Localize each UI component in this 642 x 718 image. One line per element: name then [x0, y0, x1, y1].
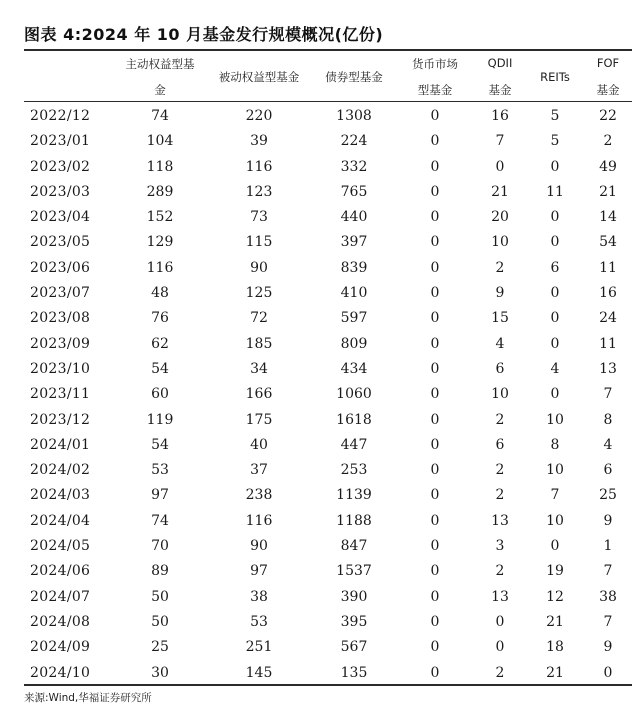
- row-value-cell: 97: [151, 487, 169, 504]
- row-value-cell: 116: [146, 259, 174, 276]
- row-value-cell: 1308: [336, 108, 372, 124]
- row-value-cell: 12: [546, 588, 564, 605]
- row-value-cell: 0: [430, 360, 440, 377]
- row-value-cell: 0: [550, 386, 560, 403]
- row-value-cell: 395: [340, 613, 368, 630]
- table-row: [24, 104, 632, 129]
- row-value-cell: 0: [495, 158, 505, 175]
- row-value-cell: 0: [430, 588, 440, 605]
- row-value-cell: 809: [340, 335, 368, 352]
- row-value-cell: 145: [245, 664, 273, 681]
- row-date-cell: 2024/03: [30, 487, 91, 504]
- row-value-cell: 24: [599, 310, 617, 327]
- table-row: [24, 230, 632, 255]
- row-value-cell: 253: [340, 462, 368, 479]
- row-value-cell: 0: [430, 310, 440, 327]
- row-value-cell: 116: [245, 512, 273, 529]
- row-value-cell: 21: [599, 183, 617, 200]
- row-value-cell: 90: [250, 538, 268, 555]
- row-value-cell: 0: [430, 183, 440, 200]
- header-label-line1: 被动权益型基金: [218, 70, 300, 84]
- row-value-cell: 4: [603, 436, 613, 453]
- row-value-cell: 123: [245, 183, 273, 200]
- row-value-cell: 0: [430, 209, 440, 226]
- header-label-line2: 金: [154, 83, 166, 97]
- header-label-line2: 基金: [488, 83, 512, 97]
- row-date-cell: 2023/12: [30, 411, 91, 428]
- row-value-cell: 74: [151, 108, 169, 124]
- row-value-cell: 116: [245, 158, 273, 175]
- row-value-cell: 119: [146, 411, 174, 428]
- row-value-cell: 0: [550, 158, 560, 175]
- header-passive-equity-column: [209, 51, 309, 101]
- bottom-rule: [24, 684, 632, 686]
- row-value-cell: 2: [495, 563, 505, 580]
- row-value-cell: 5: [550, 108, 560, 124]
- row-value-cell: 9: [495, 285, 505, 302]
- header-fof-column: [584, 51, 632, 101]
- row-value-cell: 25: [151, 639, 169, 656]
- table-row: [24, 635, 632, 660]
- table-row: [24, 509, 632, 534]
- row-value-cell: 0: [430, 259, 440, 276]
- row-value-cell: 18: [546, 639, 564, 656]
- row-value-cell: 434: [340, 360, 368, 377]
- row-value-cell: 6: [495, 436, 505, 453]
- table-row: [24, 559, 632, 584]
- row-value-cell: 3: [495, 538, 505, 555]
- row-value-cell: 16: [491, 108, 509, 124]
- row-date-cell: 2023/01: [30, 133, 91, 150]
- header-bond-column: [306, 51, 402, 101]
- header-label-line1: 主动权益型基: [125, 57, 195, 71]
- row-value-cell: 0: [430, 386, 440, 403]
- row-value-cell: 9: [603, 639, 613, 656]
- table-header: [24, 51, 632, 101]
- row-value-cell: 0: [430, 436, 440, 453]
- row-value-cell: 220: [245, 108, 273, 124]
- table-row: [24, 180, 632, 205]
- row-value-cell: 2: [495, 664, 505, 681]
- row-value-cell: 7: [603, 613, 613, 630]
- row-value-cell: 1618: [336, 411, 372, 428]
- row-value-cell: 0: [495, 639, 505, 656]
- row-value-cell: 224: [340, 133, 368, 150]
- row-value-cell: 20: [491, 209, 509, 226]
- row-value-cell: 11: [546, 183, 564, 200]
- row-value-cell: 62: [151, 335, 169, 352]
- row-value-cell: 152: [146, 209, 174, 226]
- table-row: [24, 433, 632, 458]
- row-value-cell: 38: [250, 588, 268, 605]
- row-value-cell: 54: [599, 234, 617, 251]
- row-value-cell: 49: [599, 158, 617, 175]
- row-date-cell: 2024/06: [30, 563, 91, 580]
- row-value-cell: 2: [603, 133, 613, 150]
- row-value-cell: 104: [146, 133, 174, 150]
- row-value-cell: 13: [491, 588, 509, 605]
- row-value-cell: 2: [495, 259, 505, 276]
- table-title: 图表 4:2024 年 10 月基金发行规模概况(亿份): [24, 25, 384, 44]
- row-value-cell: 0: [550, 310, 560, 327]
- row-date-cell: 2023/04: [30, 209, 91, 226]
- row-date-cell: 2023/02: [30, 158, 91, 175]
- row-date-cell: 2024/10: [30, 664, 91, 681]
- row-date-cell: 2023/11: [30, 386, 91, 403]
- row-value-cell: 1139: [336, 487, 372, 504]
- row-value-cell: 34: [250, 360, 268, 377]
- header-money-market-column: [398, 51, 472, 101]
- row-value-cell: 21: [546, 664, 564, 681]
- row-value-cell: 13: [599, 360, 617, 377]
- row-value-cell: 129: [146, 234, 174, 251]
- row-date-cell: 2023/03: [30, 183, 91, 200]
- row-value-cell: 567: [340, 639, 368, 656]
- row-value-cell: 89: [151, 563, 169, 580]
- table-row: [24, 281, 632, 306]
- row-value-cell: 53: [250, 613, 268, 630]
- row-value-cell: 847: [340, 538, 368, 555]
- row-value-cell: 4: [495, 335, 505, 352]
- row-value-cell: 166: [245, 386, 273, 403]
- header-active-equity-column: [116, 51, 204, 101]
- header-reits-column: [526, 51, 584, 101]
- row-value-cell: 14: [599, 209, 617, 226]
- row-value-cell: 90: [250, 259, 268, 276]
- row-value-cell: 39: [250, 133, 268, 150]
- row-value-cell: 70: [151, 538, 169, 555]
- header-label-line1: FOF: [596, 56, 620, 70]
- row-date-cell: 2024/05: [30, 538, 91, 555]
- row-value-cell: 0: [430, 487, 440, 504]
- row-value-cell: 10: [491, 386, 509, 403]
- table-row: [24, 357, 632, 382]
- row-value-cell: 1060: [336, 386, 372, 403]
- row-date-cell: 2024/04: [30, 512, 91, 529]
- row-value-cell: 5: [550, 133, 560, 150]
- row-date-cell: 2022/12: [30, 108, 91, 124]
- row-value-cell: 16: [599, 285, 617, 302]
- row-value-cell: 125: [245, 285, 273, 302]
- row-date-cell: 2023/07: [30, 285, 91, 302]
- row-value-cell: 447: [340, 436, 368, 453]
- row-value-cell: 8: [603, 411, 613, 428]
- row-value-cell: 10: [546, 512, 564, 529]
- row-value-cell: 10: [491, 234, 509, 251]
- table-row: [24, 483, 632, 508]
- row-value-cell: 0: [430, 335, 440, 352]
- row-value-cell: 11: [599, 259, 617, 276]
- row-value-cell: 22: [599, 108, 617, 124]
- row-value-cell: 0: [550, 234, 560, 251]
- row-date-cell: 2024/01: [30, 436, 91, 453]
- row-value-cell: 0: [430, 462, 440, 479]
- table-row: [24, 332, 632, 357]
- row-value-cell: 839: [340, 259, 368, 276]
- row-value-cell: 0: [430, 108, 440, 124]
- row-value-cell: 118: [146, 158, 174, 175]
- row-date-cell: 2024/02: [30, 462, 91, 479]
- row-value-cell: 0: [430, 613, 440, 630]
- row-value-cell: 1188: [336, 512, 372, 529]
- row-value-cell: 175: [245, 411, 273, 428]
- row-value-cell: 0: [430, 133, 440, 150]
- row-value-cell: 50: [151, 613, 169, 630]
- row-value-cell: 135: [340, 664, 368, 681]
- row-value-cell: 7: [495, 133, 505, 150]
- row-value-cell: 410: [340, 285, 368, 302]
- row-value-cell: 25: [599, 487, 617, 504]
- row-value-cell: 1537: [336, 563, 372, 580]
- row-value-cell: 289: [146, 183, 174, 200]
- row-date-cell: 2024/07: [30, 588, 91, 605]
- row-value-cell: 0: [430, 538, 440, 555]
- row-value-cell: 332: [340, 158, 368, 175]
- table-row: [24, 382, 632, 407]
- row-value-cell: 2: [495, 462, 505, 479]
- row-value-cell: 10: [546, 462, 564, 479]
- row-value-cell: 0: [495, 613, 505, 630]
- row-value-cell: 0: [430, 664, 440, 681]
- row-value-cell: 15: [491, 310, 509, 327]
- table-row: [24, 458, 632, 483]
- header-label-line1: 货币市场: [412, 57, 458, 71]
- row-value-cell: 72: [250, 310, 268, 327]
- table-row: [24, 585, 632, 610]
- header-qdii-column: [472, 51, 528, 101]
- row-value-cell: 38: [599, 588, 617, 605]
- row-value-cell: 7: [550, 487, 560, 504]
- row-value-cell: 0: [550, 335, 560, 352]
- row-value-cell: 1: [603, 538, 613, 555]
- row-value-cell: 0: [430, 234, 440, 251]
- row-value-cell: 21: [491, 183, 509, 200]
- row-value-cell: 19: [546, 563, 564, 580]
- row-value-cell: 73: [250, 209, 268, 226]
- row-value-cell: 48: [151, 285, 169, 302]
- row-value-cell: 50: [151, 588, 169, 605]
- row-value-cell: 7: [603, 563, 613, 580]
- row-value-cell: 765: [340, 183, 368, 200]
- row-date-cell: 2023/06: [30, 259, 91, 276]
- header-label-line1: 债券型基金: [325, 70, 383, 84]
- table-row: [24, 129, 632, 154]
- row-value-cell: 0: [430, 285, 440, 302]
- row-value-cell: 6: [495, 360, 505, 377]
- row-value-cell: 8: [550, 436, 560, 453]
- row-value-cell: 0: [550, 538, 560, 555]
- row-value-cell: 0: [430, 563, 440, 580]
- table-row: [24, 155, 632, 180]
- row-value-cell: 0: [430, 512, 440, 529]
- row-date-cell: 2024/09: [30, 639, 91, 656]
- row-value-cell: 9: [603, 512, 613, 529]
- row-value-cell: 21: [546, 613, 564, 630]
- header-label-line1: REITs: [540, 70, 570, 84]
- table-row: [24, 610, 632, 635]
- row-value-cell: 10: [546, 411, 564, 428]
- row-value-cell: 11: [599, 335, 617, 352]
- row-date-cell: 2023/08: [30, 310, 91, 327]
- row-value-cell: 238: [245, 487, 273, 504]
- row-value-cell: 30: [151, 664, 169, 681]
- header-label-line2: 型基金: [417, 83, 453, 97]
- row-date-cell: 2023/05: [30, 234, 91, 251]
- row-value-cell: 185: [245, 335, 273, 352]
- row-value-cell: 0: [430, 411, 440, 428]
- table-row: [24, 205, 632, 230]
- row-value-cell: 115: [245, 234, 273, 251]
- row-date-cell: 2023/09: [30, 335, 91, 352]
- row-value-cell: 0: [430, 639, 440, 656]
- row-value-cell: 40: [250, 436, 268, 453]
- row-value-cell: 37: [250, 462, 268, 479]
- row-value-cell: 97: [250, 563, 268, 580]
- row-value-cell: 2: [495, 411, 505, 428]
- row-value-cell: 0: [550, 285, 560, 302]
- row-value-cell: 74: [151, 512, 169, 529]
- row-value-cell: 397: [340, 234, 368, 251]
- row-value-cell: 60: [151, 386, 169, 403]
- row-value-cell: 2: [495, 487, 505, 504]
- row-value-cell: 0: [550, 209, 560, 226]
- row-date-cell: 2023/10: [30, 360, 91, 377]
- row-value-cell: 251: [245, 639, 273, 656]
- row-value-cell: 6: [603, 462, 613, 479]
- row-value-cell: 54: [151, 436, 169, 453]
- row-value-cell: 76: [151, 310, 169, 327]
- table-row: [24, 661, 632, 686]
- row-value-cell: 440: [340, 209, 368, 226]
- source-note: 来源:Wind,华福证券研究所: [24, 692, 152, 704]
- table-row: [24, 408, 632, 433]
- table-row: [24, 534, 632, 559]
- row-value-cell: 7: [603, 386, 613, 403]
- row-value-cell: 13: [491, 512, 509, 529]
- row-value-cell: 390: [340, 588, 368, 605]
- row-value-cell: 54: [151, 360, 169, 377]
- row-value-cell: 4: [550, 360, 560, 377]
- header-label-line1: QDII: [487, 56, 513, 70]
- row-value-cell: 53: [151, 462, 169, 479]
- table-row: [24, 256, 632, 281]
- row-value-cell: 0: [430, 158, 440, 175]
- row-value-cell: 597: [340, 310, 368, 327]
- row-value-cell: 0: [603, 664, 613, 681]
- table-body: [24, 104, 632, 686]
- header-rule: [24, 101, 632, 102]
- header-label-line2: 基金: [596, 83, 620, 97]
- row-date-cell: 2024/08: [30, 613, 91, 630]
- row-value-cell: 6: [550, 259, 560, 276]
- table-row: [24, 306, 632, 331]
